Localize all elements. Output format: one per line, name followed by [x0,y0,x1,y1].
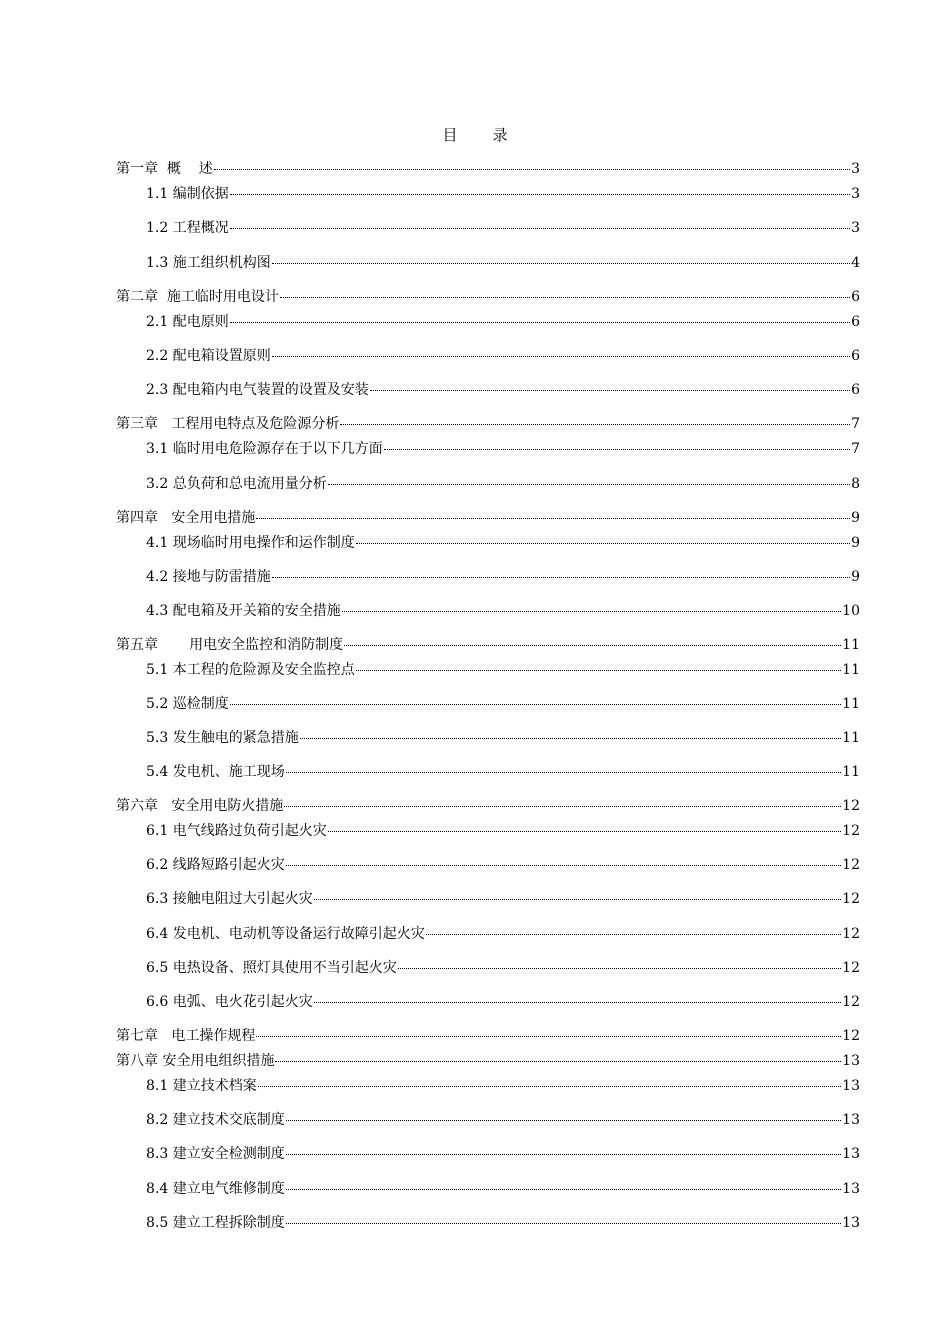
toc-entry-label: 4.1 现场临时用电操作和运作制度 [146,535,355,551]
toc-entry-page-number: 6 [851,348,860,364]
toc-entry-page-number: 9 [851,535,860,551]
toc-entry[interactable] [116,796,860,816]
dot-leader [328,484,850,485]
toc-entry[interactable] [116,414,860,434]
toc-entry[interactable] [116,1051,860,1071]
dot-leader [286,772,841,773]
toc-entry-page-number: 6 [851,382,860,398]
toc-entry[interactable] [116,508,860,528]
dot-leader [370,390,850,391]
toc-entry-label: 6.3 接触电阻过大引起火灾 [146,891,313,907]
dot-leader [230,704,841,705]
dot-leader [340,424,850,425]
toc-entry-page-number: 4 [851,255,860,271]
toc-entry-label: 6.1 电气线路过负荷引起火灾 [146,823,327,839]
dot-leader [284,806,841,807]
toc-entry[interactable] [146,889,860,909]
toc-entry-page-number: 13 [842,1215,860,1231]
toc-entry[interactable] [146,762,860,782]
toc-entry-page-number: 11 [842,730,860,746]
dot-leader [230,322,850,323]
toc-entry-page-number: 13 [842,1146,860,1162]
toc-entry-label: 1.3 施工组织机构图 [146,255,271,271]
toc-entry-label: 4.3 配电箱及开关箱的安全措施 [146,603,341,619]
dot-leader [275,1061,841,1062]
dot-leader [286,1154,841,1155]
toc-entry-page-number: 12 [842,857,860,873]
dot-leader [230,194,850,195]
toc-entry[interactable] [146,694,860,714]
toc-entry-label: 第一章 概 述 [116,161,213,177]
dot-leader [280,297,850,298]
toc-entry[interactable] [146,1213,860,1233]
toc-entry-label: 8.4 建立电气维修制度 [146,1181,285,1197]
toc-entry-page-number: 11 [842,637,860,653]
dot-leader [300,738,841,739]
toc-entry-label: 8.2 建立技术交底制度 [146,1112,285,1128]
toc-entry-page-number: 12 [842,1028,860,1044]
toc-entry[interactable] [146,312,860,332]
page-title: 目 录 [442,126,518,144]
toc-entry[interactable] [116,1026,860,1046]
toc-entry-page-number: 12 [842,960,860,976]
dot-leader [398,968,841,969]
toc-entry[interactable] [146,821,860,841]
toc-entry-page-number: 11 [842,764,860,780]
dot-leader [356,543,850,544]
toc-entry[interactable] [116,287,860,307]
toc-entry-label: 8.5 建立工程拆除制度 [146,1215,285,1231]
toc-entry-label: 5.3 发生触电的紧急措施 [146,730,299,746]
toc-entry[interactable] [146,380,860,400]
toc-entry[interactable] [146,346,860,366]
dot-leader [426,934,841,935]
toc-entry-label: 第六章 安全用电防火措施 [116,798,284,814]
toc-entry-page-number: 12 [842,926,860,942]
toc-entry[interactable] [146,728,860,748]
dot-leader [272,577,850,578]
dot-leader [258,1086,841,1087]
toc-entry-page-number: 13 [842,1112,860,1128]
toc-entry[interactable] [116,635,860,655]
dot-leader [314,899,841,900]
toc-entry[interactable] [146,601,860,621]
toc-entry-page-number: 3 [851,186,860,202]
toc-entry-label: 2.2 配电箱设置原则 [146,348,271,364]
dot-leader [272,263,850,264]
toc-entry-label: 1.1 编制依据 [146,186,229,202]
toc-entry-label: 6.4 发电机、电动机等设备运行故障引起火灾 [146,926,425,942]
toc-entry-label: 6.5 电热设备、照灯具使用不当引起火灾 [146,960,397,976]
toc-entry-label: 3.1 临时用电危险源存在于以下几方面 [146,441,383,457]
toc-entry[interactable] [146,660,860,680]
dot-leader [286,1223,841,1224]
toc-entry[interactable] [146,958,860,978]
toc-entry-label: 第八章 安全用电组织措施 [116,1053,275,1069]
dot-leader [256,1036,841,1037]
toc-entry-label: 1.2 工程概况 [146,220,229,236]
toc-entry-label: 2.1 配电原则 [146,314,229,330]
toc-entry-page-number: 3 [851,220,860,236]
toc-entry-page-number: 13 [842,1053,860,1069]
dot-leader [286,1120,841,1121]
toc-entry-label: 3.2 总负荷和总电流用量分析 [146,476,327,492]
toc-entry[interactable] [146,855,860,875]
toc-entry-page-number: 7 [851,441,860,457]
toc-entry-label: 第四章 安全用电措施 [116,510,256,526]
toc-entry-page-number: 9 [851,510,860,526]
toc-entry[interactable] [146,533,860,553]
toc-entry-page-number: 12 [842,823,860,839]
toc-entry-label: 6.2 线路短路引起火灾 [146,857,285,873]
toc-entry-label: 5.1 本工程的危险源及安全监控点 [146,662,355,678]
toc-entry-page-number: 7 [851,416,860,432]
toc-entry-label: 5.2 巡检制度 [146,696,229,712]
toc-entry[interactable] [146,1076,860,1096]
toc-entry[interactable] [146,439,860,459]
toc-entry[interactable] [146,474,860,494]
dot-leader [342,611,841,612]
toc-entry[interactable] [146,1179,860,1199]
dot-leader [344,645,841,646]
toc-entry-label: 8.3 建立安全检测制度 [146,1146,285,1162]
toc-entry[interactable] [146,184,860,204]
dot-leader [272,356,850,357]
toc-entry-label: 第二章 施工临时用电设计 [116,289,279,305]
toc-entry[interactable] [116,159,860,179]
dot-leader [314,1002,841,1003]
dot-leader [384,449,850,450]
toc-entry[interactable] [146,992,860,1012]
dot-leader [328,831,841,832]
toc-entry-label: 第七章 电工操作规程 [116,1028,256,1044]
toc-entry-page-number: 6 [851,289,860,305]
toc-entry-page-number: 11 [842,662,860,678]
toc-entry-label: 第五章 用电安全监控和消防制度 [116,637,344,653]
dot-leader [214,169,850,170]
toc-entry-label: 6.6 电弧、电火花引起火灾 [146,994,313,1010]
dot-leader [256,518,850,519]
toc-entry-page-number: 13 [842,1078,860,1094]
toc-entry-page-number: 11 [842,696,860,712]
toc-entry[interactable] [146,218,860,238]
toc-entry-page-number: 12 [842,994,860,1010]
toc-entry[interactable] [146,253,860,273]
toc-entry-page-number: 13 [842,1181,860,1197]
toc-entry-page-number: 3 [851,161,860,177]
toc-entry-page-number: 8 [851,476,860,492]
toc-entry-page-number: 12 [842,891,860,907]
toc-entry[interactable] [146,1110,860,1130]
toc-entry-page-number: 12 [842,798,860,814]
dot-leader [356,670,841,671]
toc-entry-label: 8.1 建立技术档案 [146,1078,257,1094]
toc-entry[interactable] [146,924,860,944]
toc-entry-label: 第三章 工程用电特点及危险源分析 [116,416,340,432]
toc-entry-label: 2.3 配电箱内电气装置的设置及安装 [146,382,369,398]
toc-entry-label: 5.4 发电机、施工现场 [146,764,285,780]
toc-entry[interactable] [146,567,860,587]
toc-entry[interactable] [146,1144,860,1164]
dot-leader [286,865,841,866]
toc-entry-label: 4.2 接地与防雷措施 [146,569,271,585]
toc-entry-page-number: 6 [851,314,860,330]
dot-leader [286,1189,841,1190]
toc-entry-page-number: 10 [842,603,860,619]
toc-entry-page-number: 9 [851,569,860,585]
dot-leader [230,228,850,229]
